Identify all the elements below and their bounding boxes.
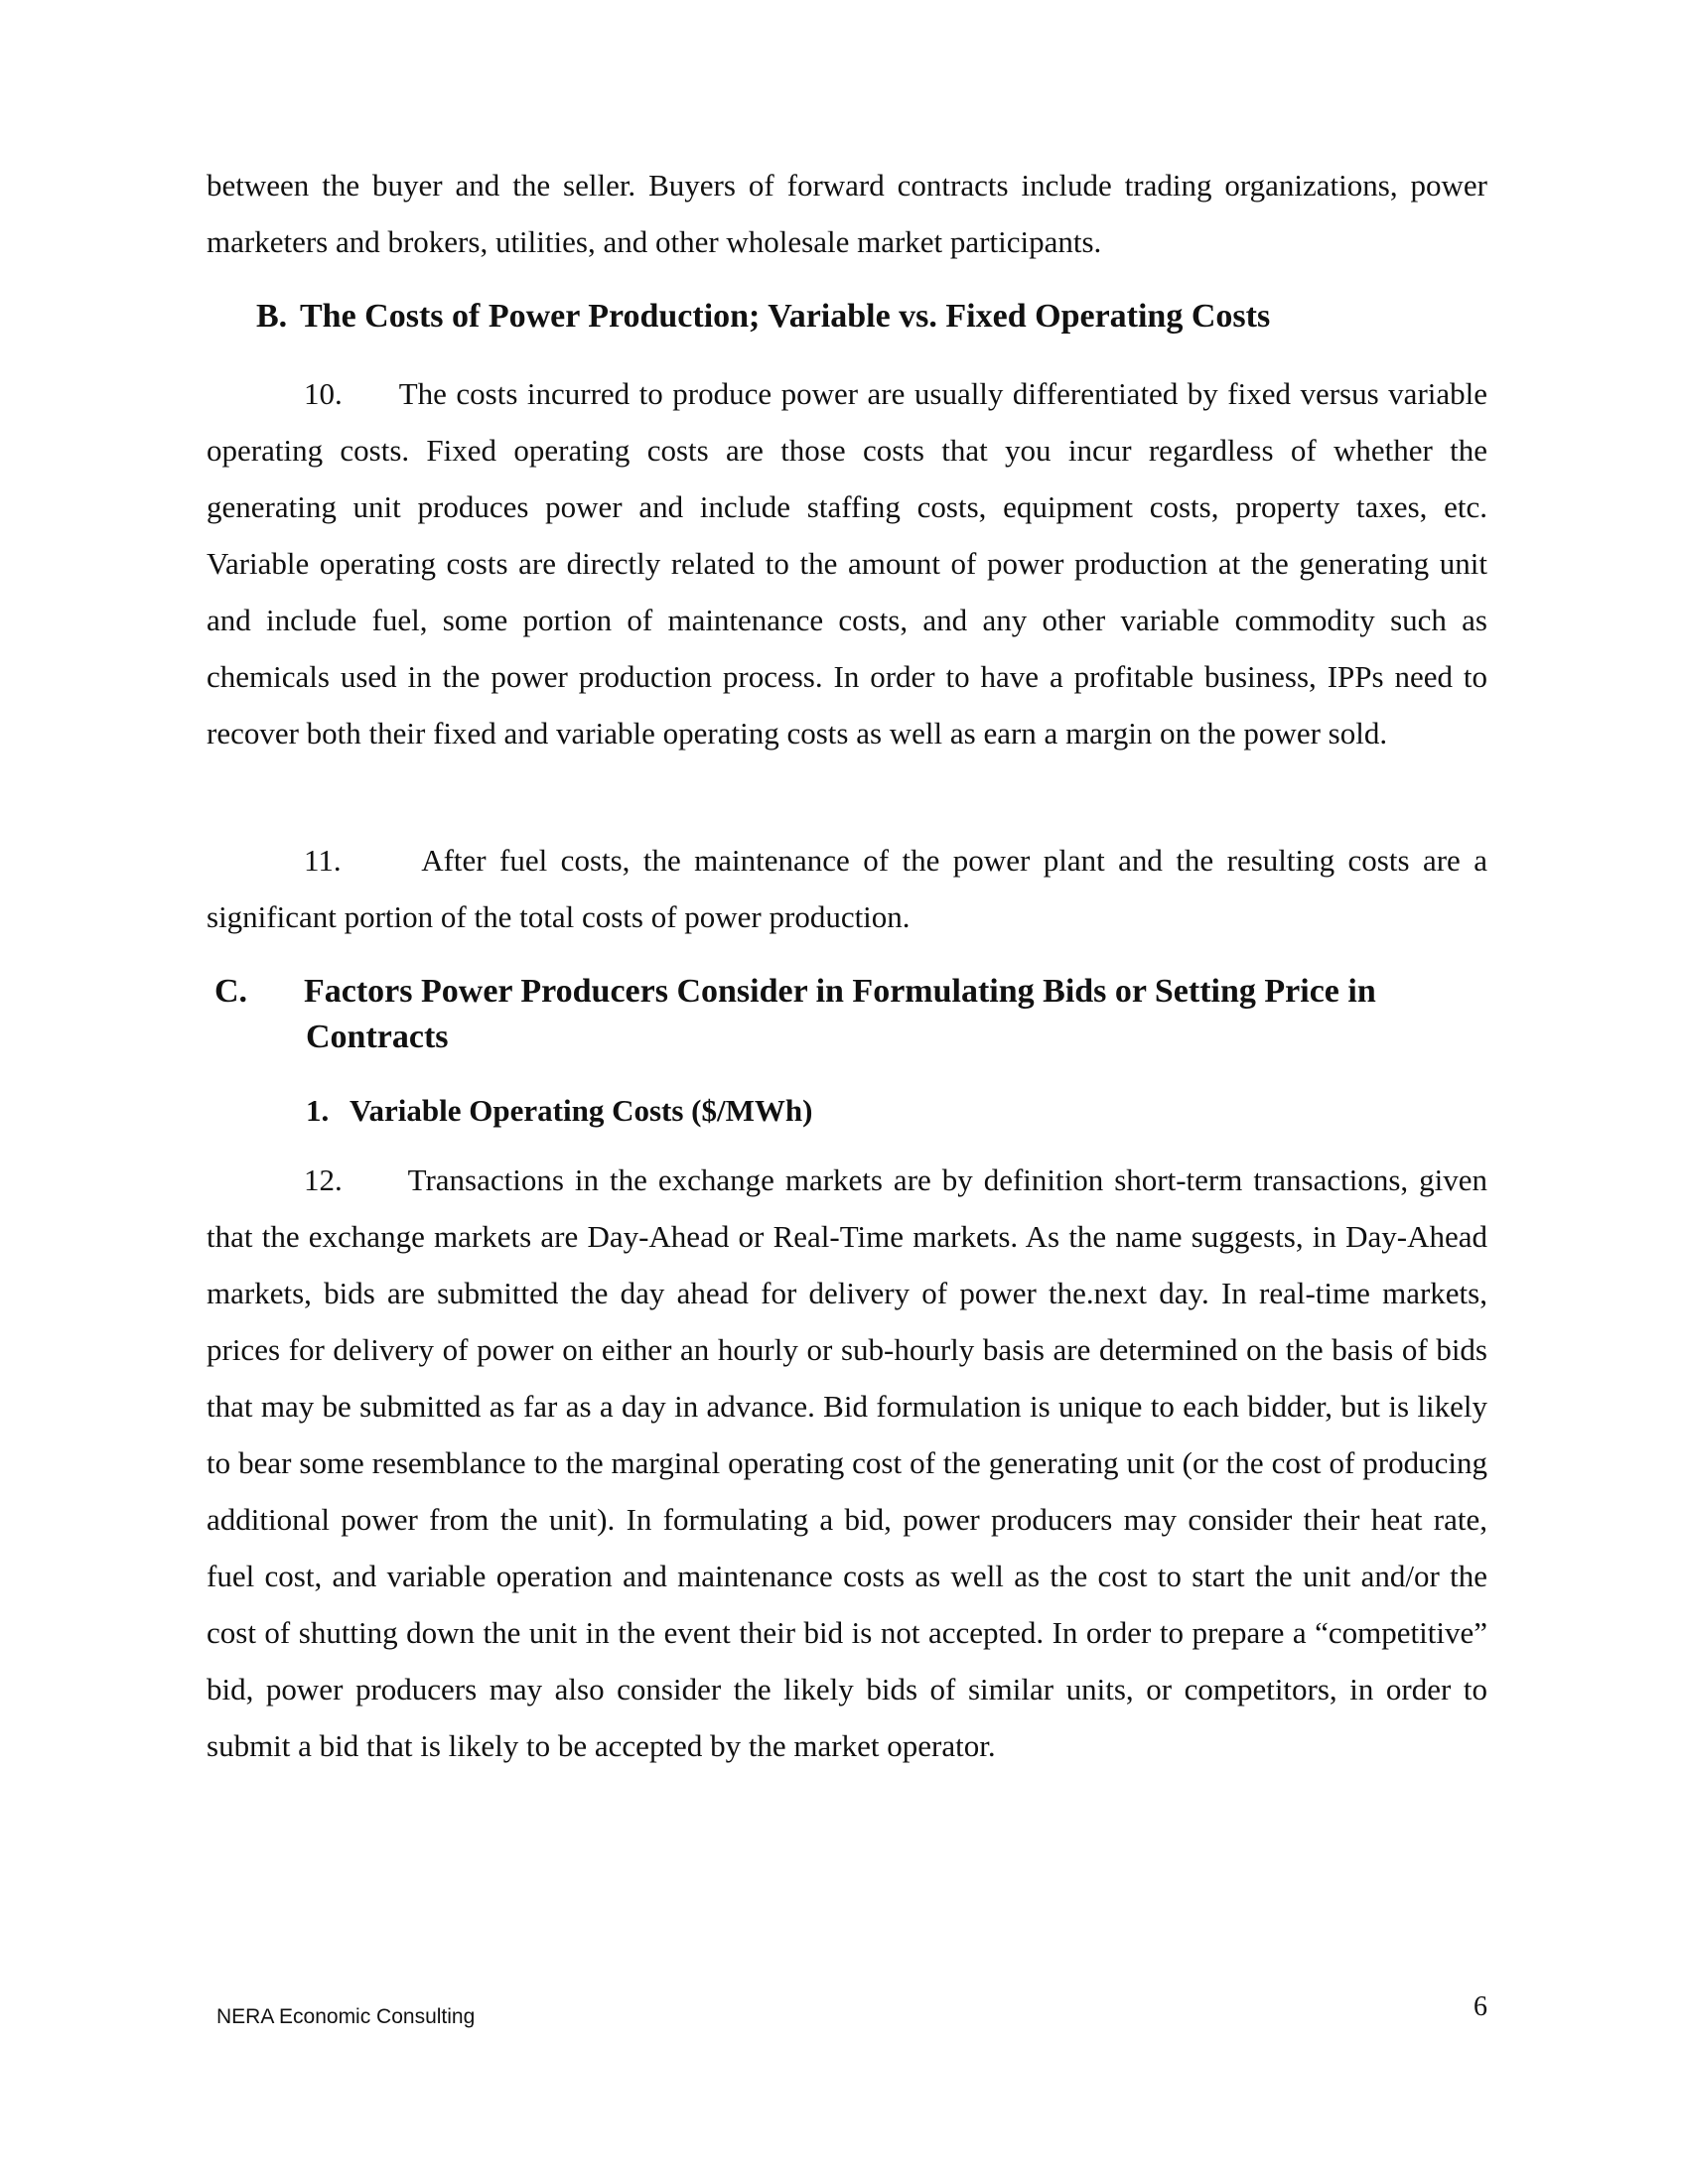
subsection-1-heading xyxy=(306,1088,812,1134)
paragraph-12-text: Transactions in the exchange markets are by definition short-term transactions, given that the exchange markets are Day-Ahead or Real-Time markets. As the name suggests, in Day-Ahead markets, bids are submitted the day ahead for delivery of power the.next day. In real-time markets, prices for delivery of power on either an hourly or sub-hourly basis are determined on the basis of bids that may be submitted as far as a day in advance. Bid formulation is unique to each bidder, but is likely to bear some resemblance to the marginal operating cost of the generating unit (or the cost of producing additional power from the unit). In formulating a bid, power producers may consider their heat rate, fuel cost, and variable operation and maintenance costs as well as the cost to start the unit and/or the cost of shutting down the unit in the event their bid is not accepted. In order to prepare a “competitive” bid, power producers may also consider the likely bids of similar units, or competitors, in order to submit a bid that is likely to be accepted by the market operator. xyxy=(207,1162,1488,1763)
intro-paragraph-text: between the buyer and the seller. Buyers of forward contracts include trading organizations, power marketers and brokers, utilities, and other wholesale market participants. xyxy=(207,168,1487,259)
section-b-letter: B. xyxy=(256,298,288,335)
paragraph-11-number: 11. xyxy=(304,843,342,878)
intro-paragraph xyxy=(207,157,1487,270)
paragraph-11-text: After fuel costs, the maintenance of the power plant and the resulting costs are a significant portion of the total costs of power production. xyxy=(207,843,1488,934)
section-c-heading xyxy=(214,969,1497,1060)
section-c-letter: C. xyxy=(214,973,248,1010)
paragraph-10-text: The costs incurred to produce power are usually differentiated by fixed versus variable operating costs. Fixed operating costs are those costs that you incur regardless of whether the generating unit produces power and include staffing costs, equipment costs, property taxes, etc. Variable operating costs are directly related to the amount of power production at the generating unit and include fuel, some portion of maintenance costs, and any other variable commodity such as chemicals used in the power production process. In order to have a profitable business, IPPs need to recover both their fixed and variable operating costs as well as earn a margin on the power sold. xyxy=(207,376,1488,751)
paragraph-11 xyxy=(207,832,1487,945)
subsection-1-number: 1. xyxy=(306,1093,330,1128)
footer-page-number: 6 xyxy=(1474,1991,1487,2022)
subsection-1-title: Variable Operating Costs ($/MWh) xyxy=(350,1093,813,1128)
paragraph-10 xyxy=(207,365,1487,761)
section-c-title: Factors Power Producers Consider in Formulating Bids or Setting Price in Contracts xyxy=(304,973,1376,1055)
section-b-title: The Costs of Power Production; Variable vs. Fixed Operating Costs xyxy=(300,298,1271,335)
section-b-heading xyxy=(256,294,1270,340)
footer-company-name: NERA Economic Consulting xyxy=(216,2005,476,2028)
paragraph-12 xyxy=(207,1152,1487,1774)
paragraph-12-number: 12. xyxy=(304,1162,343,1197)
paragraph-10-number: 10. xyxy=(304,376,343,411)
